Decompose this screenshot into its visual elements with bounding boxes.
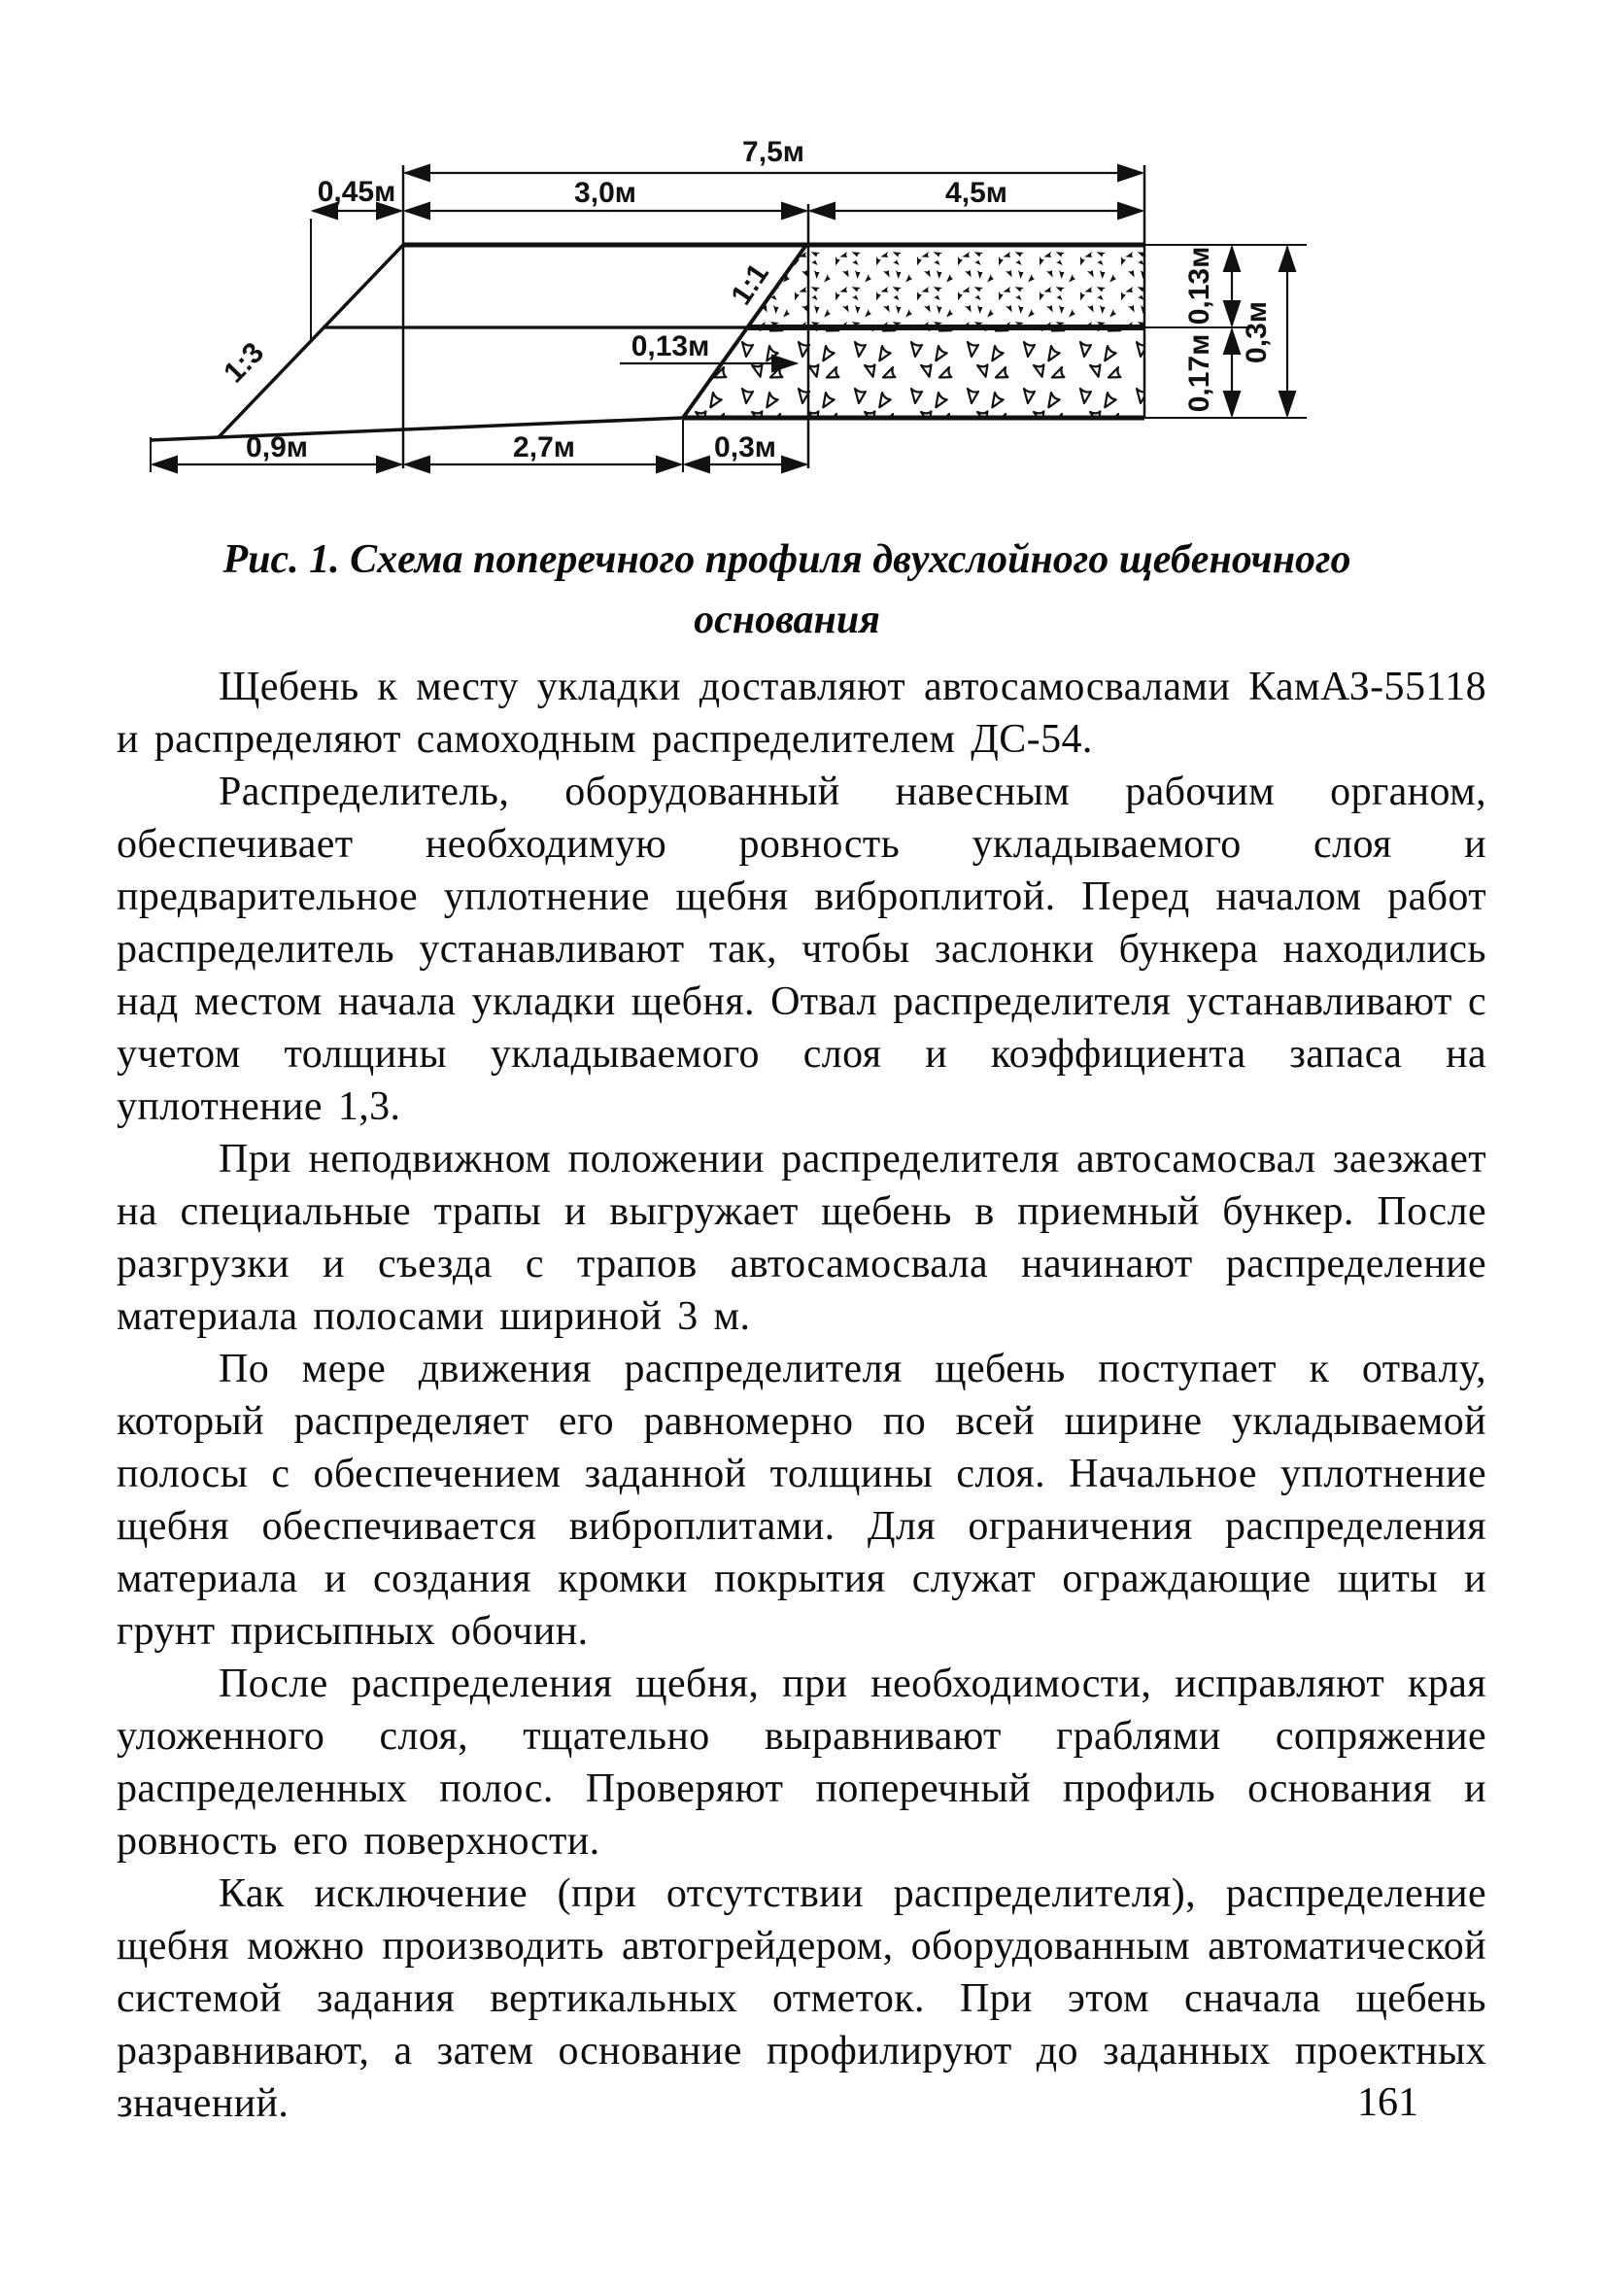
dim-label-bottom-layer: 0,17м (1183, 333, 1215, 413)
dim-label-total-width: 7,5м (742, 136, 804, 168)
dim-label-slope-left: 1:3 (218, 336, 271, 390)
paragraph-2: Распределитель, оборудованный навесным рабочим органом, обеспечивает необходимую ровность укладываемого слоя и предварительное уплотнение щебня виброплитой. Перед началом работ распределитель устанавливают так, чтобы заслонки бункера находились над местом начала укладки щебня. Отвал распределителя устанавливают с учетом толщины укладываемого слоя и коэффициента запаса на уплотнение 1,3. (117, 770, 1486, 1129)
paragraph-6: Как исключение (при отсутствии распределителя), распределение щебня можно производить автогрейдером, оборудованным автоматической системой задания вертикальных отметок. При этом сначала щебень разравнивают, а затем основание профилируют до заданных проектных значений. (117, 1871, 1486, 2126)
dim-label-top-layer: 0,13м (1183, 246, 1215, 326)
dim-label-strip-left: 3,0м (574, 177, 636, 209)
dim-label-slope-edge: 1:1 (725, 257, 775, 311)
body-text (117, 661, 1486, 2130)
lower-layer-hatch (683, 327, 1144, 418)
dim-label-shoulder: 0,45м (317, 176, 396, 208)
paragraph-5: После распределения щебня, при необходимости, исправляют края уложенного слоя, тщательно выравнивают граблями сопряжение распределенных полос. Проверяют поперечный профиль основания и ровность его поверхности. (117, 1662, 1486, 1864)
paragraph-3: При неподвижном положении распределителя автосамосвал заезжает на специальные трапы и выгружает щебень в приемный бункер. После разгрузки и съезда с трапов автосамосвала начинают распределение материала полосами шириной 3 м. (117, 1137, 1486, 1339)
page-number: 161 (1357, 2080, 1418, 2125)
dim-label-base-left: 0,9м (246, 431, 308, 463)
paragraph-1: Щебень к месту укладки доставляют автосамосвалами КамАЗ-55118 и распределяют самоходным распределителем ДС-54. (117, 665, 1486, 762)
dim-label-base-mid: 2,7м (513, 431, 575, 463)
dim-label-strip-right: 4,5м (945, 177, 1007, 209)
dim-label-base-right: 0,3м (714, 431, 776, 463)
paragraph-4: По мере движения распределителя щебень поступает к отвалу, который распределяет его равномерно по всей ширине укладываемой полосы с обеспечением заданной толщины слоя. Начальное уплотнение щебня обеспечивается виброплитами. Для ограничения распределения материала и создания кромки покрытия служат ограждающие щиты и грунт присыпных обочин. (117, 1347, 1486, 1654)
figure-caption (87, 530, 1486, 650)
figure-caption-line2: основания (694, 598, 880, 642)
dim-label-edge-thickness: 0,13м (631, 330, 710, 362)
dim-label-total-thickness: 0,3м (1241, 301, 1273, 363)
cross-section-diagram (117, 58, 1321, 486)
figure-caption-line1: Рис. 1. Схема поперечного профиля двухслойного щебеночного (222, 537, 1351, 582)
